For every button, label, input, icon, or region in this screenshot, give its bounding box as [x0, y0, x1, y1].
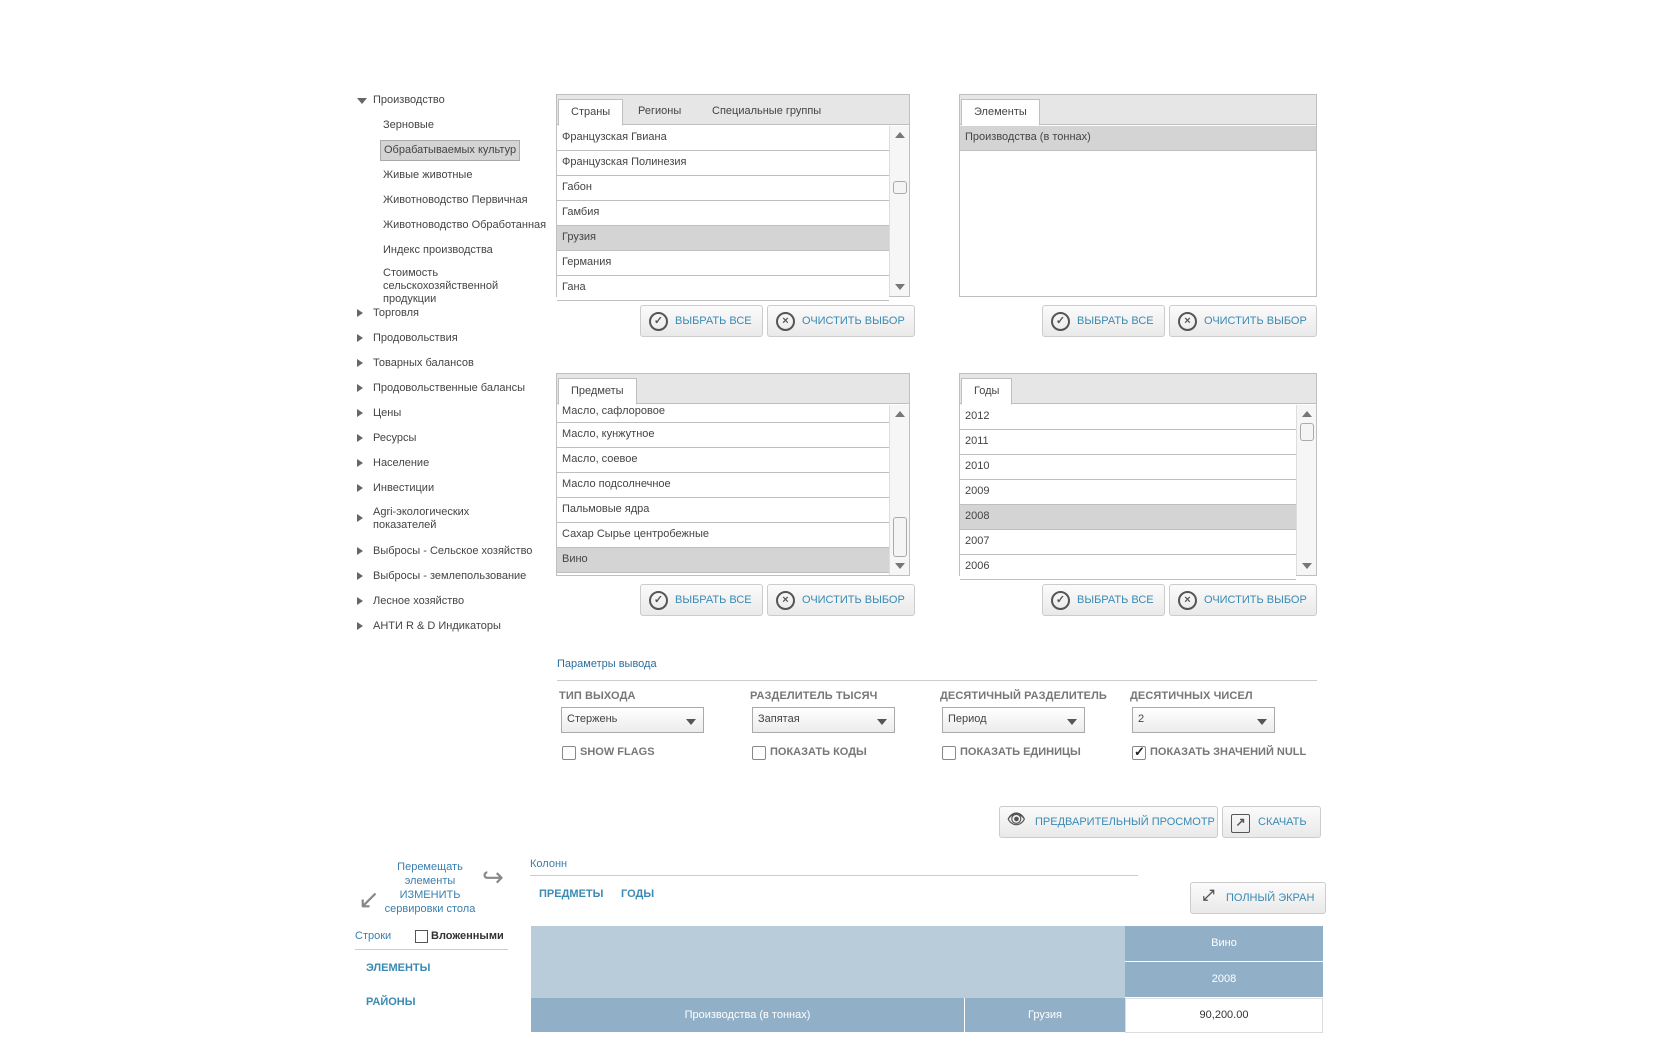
x-circle-icon: × [1178, 312, 1197, 331]
output-params-title: Параметры вывода [557, 658, 657, 670]
list-item[interactable]: Масло, сафлоровое [557, 405, 889, 423]
tree-item-food-security[interactable]: Продовольствия [355, 328, 515, 353]
check-circle-icon: ✓ [1051, 591, 1070, 610]
countries-select-all-button[interactable]: ✓ ВЫБРАТЬ ВСЕ [640, 305, 763, 337]
tree-item-production-value[interactable]: Стоимость сельскохозяйственной продукции [383, 267, 499, 305]
tree-item-asti-rd[interactable]: АНТИ R & D Индикаторы [355, 616, 515, 641]
chevron-right-icon[interactable] [357, 572, 363, 580]
scroll-thumb[interactable] [893, 181, 907, 194]
checkbox-box[interactable] [942, 746, 956, 760]
list-item[interactable]: Французская Гвиана [557, 126, 889, 151]
years-clear-button[interactable]: × ОЧИСТИТЬ ВЫБОР [1169, 584, 1317, 616]
tree-item-cereals[interactable]: Зерновые [383, 119, 434, 131]
tab-special-groups[interactable]: Специальные группы [712, 105, 822, 117]
chevron-right-icon[interactable] [357, 622, 363, 630]
items-panel [556, 373, 910, 576]
show-units-checkbox[interactable]: ПОКАЗАТЬ ЕДИНИЦЫ [942, 745, 1081, 760]
eye-icon: 👁 [1007, 811, 1027, 828]
download-button[interactable]: ↗ СКАЧАТЬ [1222, 806, 1321, 838]
chevron-right-icon[interactable] [357, 434, 363, 442]
domain-tree [355, 90, 547, 641]
chevron-right-icon[interactable] [357, 334, 363, 342]
checkbox-box[interactable] [562, 746, 576, 760]
tree-item-production[interactable]: Производство [355, 90, 515, 115]
chevron-right-icon[interactable] [357, 514, 363, 522]
tree-item-livestock-primary[interactable]: Животноводство Первичная [383, 194, 528, 206]
pivot-corner [531, 926, 1125, 998]
pivot-col-header-year: 2008 [1125, 962, 1323, 998]
tree-item-resources[interactable]: Ресурсы [355, 428, 515, 453]
countries-tabs [557, 95, 909, 125]
tree-item-emissions-land-use[interactable]: Выбросы - землепользование [355, 566, 515, 591]
scroll-thumb[interactable] [893, 517, 907, 557]
chevron-right-icon[interactable] [357, 484, 363, 492]
tree-item-trade[interactable]: Торговля [355, 303, 515, 328]
items-tabs [557, 374, 909, 404]
decimals-label: ДЕСЯТИЧНЫХ ЧИСЕЛ [1130, 690, 1253, 702]
list-item[interactable]: Французская Полинезия [557, 151, 889, 176]
pivot-value-cell: 90,200.00 [1125, 998, 1323, 1033]
decimal-sep-select[interactable]: Период [942, 707, 1085, 733]
checkbox-box[interactable] [752, 746, 766, 760]
divider [530, 875, 1138, 876]
list-item-selected[interactable]: Вино [557, 548, 889, 573]
tree-item-agri-environmental[interactable]: Agri-экологических показателей [355, 503, 515, 541]
decimal-sep-label: ДЕСЯТИЧНЫЙ РАЗДЕЛИТЕЛЬ [940, 690, 1107, 702]
scroll-down-icon[interactable] [895, 563, 905, 569]
chevron-right-icon[interactable] [357, 597, 363, 605]
column-dim-items[interactable]: ПРЕДМЕТЫ [539, 888, 604, 900]
x-circle-icon: × [776, 591, 795, 610]
column-dim-years[interactable]: ГОДЫ [621, 888, 655, 900]
fullscreen-button[interactable]: ⤢ ПОЛНЫЙ ЭКРАН [1190, 882, 1326, 914]
divider [355, 949, 508, 950]
chevron-down-icon [877, 719, 887, 725]
list-item[interactable]: 2010 [960, 455, 1296, 480]
chevron-right-icon[interactable] [357, 309, 363, 317]
countries-list [557, 126, 889, 296]
years-list [960, 405, 1296, 575]
tree-item-commodity-balances[interactable]: Товарных балансов [355, 353, 515, 378]
countries-scrollbar[interactable] [889, 126, 909, 296]
x-circle-icon: × [776, 312, 795, 331]
list-item[interactable]: Сахар Сырье центробежные [557, 523, 889, 548]
tree-item-prices[interactable]: Цены [355, 403, 515, 428]
list-item[interactable]: Гана [557, 276, 889, 301]
nested-checkbox[interactable]: Вложенными [415, 930, 504, 942]
export-icon: ↗ [1231, 814, 1250, 833]
decimals-select[interactable]: 2 [1132, 707, 1275, 733]
tree-item-forestry[interactable]: Лесное хозяйство [355, 591, 515, 616]
elements-select-all-button[interactable]: ✓ ВЫБРАТЬ ВСЕ [1042, 305, 1165, 337]
checkbox-box[interactable] [415, 930, 428, 943]
list-item[interactable]: 2012 [960, 405, 1296, 430]
items-clear-button[interactable]: × ОЧИСТИТЬ ВЫБОР [767, 584, 915, 616]
arrow-redo-icon: ↪ [482, 862, 504, 892]
years-select-all-button[interactable]: ✓ ВЫБРАТЬ ВСЕ [1042, 584, 1165, 616]
thousand-sep-select[interactable]: Запятая [752, 707, 895, 733]
list-item[interactable]: Гамбия [557, 201, 889, 226]
expand-icon: ⤢ [1202, 887, 1215, 904]
show-flags-checkbox[interactable]: SHOW FLAGS [562, 745, 655, 760]
check-circle-icon: ✓ [649, 312, 668, 331]
scroll-down-icon[interactable] [895, 284, 905, 290]
elements-list [960, 126, 1316, 296]
pivot-col-header-item: Вино [1125, 926, 1323, 962]
list-item-selected[interactable]: Производства (в тоннах) [960, 126, 1316, 151]
row-dim-areas[interactable]: РАЙОНЫ [366, 996, 416, 1008]
preview-button[interactable]: 👁 ПРЕДВАРИТЕЛЬНЫЙ ПРОСМОТР [999, 806, 1218, 838]
check-circle-icon: ✓ [1051, 312, 1070, 331]
columns-label: Колонн [530, 858, 568, 870]
tree-item-emissions-agriculture[interactable]: Выбросы - Сельское хозяйство [355, 541, 515, 566]
tree-item-food-balances[interactable]: Продовольственные балансы [355, 378, 515, 403]
scroll-down-icon[interactable] [1302, 563, 1312, 569]
chevron-down-icon [1257, 719, 1267, 725]
chevron-down-icon [686, 719, 696, 725]
elements-panel [959, 94, 1317, 297]
divider [557, 680, 1317, 681]
scroll-up-icon[interactable] [895, 411, 905, 417]
tree-item-population[interactable]: Население [355, 453, 515, 478]
tree-item-livestock-processed[interactable]: Животноводство Обработанная [383, 219, 547, 231]
chevron-right-icon[interactable] [357, 409, 363, 417]
countries-clear-button[interactable]: × ОЧИСТИТЬ ВЫБОР [767, 305, 915, 337]
tree-item-investment[interactable]: Инвестиции [355, 478, 515, 503]
chevron-right-icon[interactable] [357, 459, 363, 467]
chevron-right-icon[interactable] [357, 384, 363, 392]
list-item[interactable]: 2009 [960, 480, 1296, 505]
show-codes-checkbox[interactable]: ПОКАЗАТЬ КОДЫ [752, 745, 867, 760]
chevron-down-icon[interactable] [357, 98, 367, 104]
checkbox-box-checked[interactable] [1132, 746, 1146, 760]
years-tabs [960, 374, 1316, 404]
chevron-right-icon[interactable] [357, 359, 363, 367]
show-null-checkbox[interactable]: ✓ ПОКАЗАТЬ ЗНАЧЕНИЙ NULL [1132, 745, 1306, 760]
tree-item-crops-processed[interactable]: Обрабатываемых культур [355, 140, 515, 165]
years-panel [959, 373, 1317, 576]
list-item[interactable]: Масло подсолнечное [557, 473, 889, 498]
scroll-up-icon[interactable] [1302, 411, 1312, 417]
list-item[interactable]: Масло, кунжутное [557, 423, 889, 448]
years-scrollbar[interactable] [1296, 405, 1316, 575]
move-elements-hint: Перемещать элементы ИЗМЕНИТЬ сервировки стола [384, 861, 476, 915]
items-list [557, 405, 889, 575]
items-select-all-button[interactable]: ✓ ВЫБРАТЬ ВСЕ [640, 584, 763, 616]
scroll-up-icon[interactable] [895, 132, 905, 138]
pivot-row-header-area: Грузия [965, 998, 1125, 1033]
elements-tabs [960, 95, 1316, 125]
pivot-table [531, 926, 1323, 1033]
list-item[interactable]: 2006 [960, 555, 1296, 580]
tab-items[interactable]: Предметы [558, 378, 637, 405]
output-type-label: ТИП ВЫХОДА [559, 690, 636, 702]
tab-countries[interactable]: Страны [558, 99, 623, 126]
x-circle-icon: × [1178, 591, 1197, 610]
pivot-row-header-element: Производства (в тоннах) [531, 998, 965, 1033]
list-item[interactable]: Германия [557, 251, 889, 276]
list-item-selected[interactable]: 2008 [960, 505, 1296, 530]
list-item[interactable]: Пальмовые ядра [557, 498, 889, 523]
chevron-right-icon[interactable] [357, 547, 363, 555]
rows-label: Строки [355, 930, 392, 942]
arrow-down-left-icon: ↙ [358, 884, 380, 914]
countries-panel [556, 94, 910, 297]
list-item[interactable]: 2007 [960, 530, 1296, 555]
chevron-down-icon [1067, 719, 1077, 725]
tab-elements[interactable]: Элементы [961, 99, 1040, 126]
elements-clear-button[interactable]: × ОЧИСТИТЬ ВЫБОР [1169, 305, 1317, 337]
list-item-selected[interactable]: Грузия [557, 226, 889, 251]
list-item[interactable]: Габон [557, 176, 889, 201]
row-dim-elements[interactable]: ЭЛЕМЕНТЫ [366, 962, 431, 974]
list-item[interactable]: 2011 [960, 430, 1296, 455]
tree-item-production-index[interactable]: Индекс производства [383, 244, 493, 256]
items-scrollbar[interactable] [889, 405, 909, 575]
tab-regions[interactable]: Регионы [638, 105, 682, 117]
list-item[interactable]: Масло, соевое [557, 448, 889, 473]
thousand-sep-label: РАЗДЕЛИТЕЛЬ ТЫСЯЧ [750, 690, 878, 702]
output-type-select[interactable]: Стержень [561, 707, 704, 733]
check-circle-icon: ✓ [649, 591, 668, 610]
tab-years[interactable]: Годы [961, 378, 1012, 405]
tree-item-live-animals[interactable]: Живые животные [383, 169, 473, 181]
scroll-thumb[interactable] [1300, 423, 1314, 441]
